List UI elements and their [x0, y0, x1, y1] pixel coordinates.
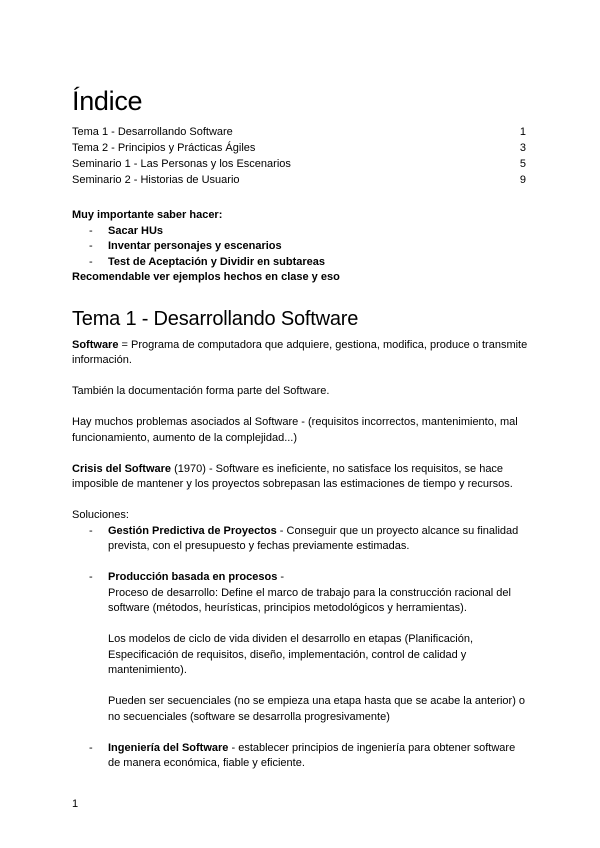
crisis-text: (1970) - Software es ineficiente, no satisface los requisitos, se hace imposible de mantener y los proyectos sobrepasan las estimaciones de tiempo y recursos.: [72, 462, 513, 490]
toc-entry-label: Tema 1 - Desarrollando Software: [72, 126, 233, 138]
solution-term: Producción basada en procesos: [108, 571, 278, 583]
toc-entry-page: 3: [519, 142, 526, 154]
software-definition: [72, 338, 528, 369]
solutions-label: Soluciones:: [72, 509, 129, 521]
toc-entry-page: 9: [519, 174, 526, 186]
document-page: [72, 84, 528, 787]
toc-entry[interactable]: [72, 156, 528, 172]
toc-entry-label: Seminario 1 - Las Personas y los Escenarios: [72, 158, 291, 170]
documentation-note: También la documentación forma parte del Software.: [72, 385, 330, 397]
solution-text: -: [277, 571, 285, 583]
solution-item: [72, 741, 528, 772]
solution-paragraph: Pueden ser secuenciales (no se empieza una etapa hasta que se acabe la anterior) o no secuenciales (software se desarrolla progresivamente): [108, 695, 526, 723]
software-def-text: = Programa de computadora que adquiere, gestiona, modifica, produce o transmite información.: [72, 338, 528, 366]
solution-term: Gestión Predictiva de Proyectos: [108, 524, 277, 537]
important-item: - Test de Aceptación y Dividir en subtareas: [72, 255, 528, 271]
solution-item: [72, 570, 528, 725]
important-item: - Sacar HUs: [72, 224, 528, 240]
crisis-term: Crisis del Software: [72, 462, 172, 475]
solution-term: Ingeniería del Software: [108, 741, 229, 754]
toc-entry[interactable]: [72, 172, 528, 188]
toc-entry-label: Tema 2 - Principios y Prácticas Ágiles: [72, 142, 256, 154]
toc-entry-label: Seminario 2 - Historias de Usuario: [72, 174, 240, 186]
solution-item: [72, 524, 528, 555]
software-term: Software: [72, 338, 119, 351]
table-of-contents: [72, 124, 528, 188]
problems-paragraph: Hay muchos problemas asociados al Software - (requisitos incorrectos, mantenimiento, mal funcionamiento, aumento de la complejidad...): [72, 416, 518, 444]
solution-text: - Conseguir que un proyecto alcance su finalidad prevista, con el presupuesto y fechas previamente estimadas.: [108, 524, 519, 552]
section-title: Tema 1 - Desarrollando Software: [72, 307, 359, 330]
toc-entry[interactable]: [72, 124, 528, 140]
solution-text: - establecer principios de ingeniería para obtener software de manera económica, fiable y eficiente.: [108, 741, 516, 769]
crisis-paragraph: [72, 462, 528, 493]
important-notes: [72, 208, 528, 286]
page-number: 1: [72, 798, 79, 810]
toc-entry-page: 5: [519, 158, 526, 170]
important-list: [72, 224, 528, 271]
important-heading: Muy importante saber hacer:: [72, 209, 223, 221]
solution-paragraph: Los modelos de ciclo de vida dividen el desarrollo en etapas (Planificación, Especificación de requisitos, diseño, implementación, control de calidad y mantenimiento).: [108, 633, 474, 676]
solution-paragraph: Proceso de desarrollo: Define el marco de trabajo para la construcción racional del software (métodos, heurísticas, principios metodológicos y herramientas).: [108, 586, 511, 614]
toc-entry[interactable]: [72, 140, 528, 156]
solutions-list: [72, 524, 528, 772]
toc-entry-page: 1: [519, 126, 526, 138]
important-footer: Recomendable ver ejemplos hechos en clase y eso: [72, 271, 340, 283]
important-item: - Inventar personajes y escenarios: [72, 239, 528, 255]
index-title: Índice: [72, 86, 143, 116]
